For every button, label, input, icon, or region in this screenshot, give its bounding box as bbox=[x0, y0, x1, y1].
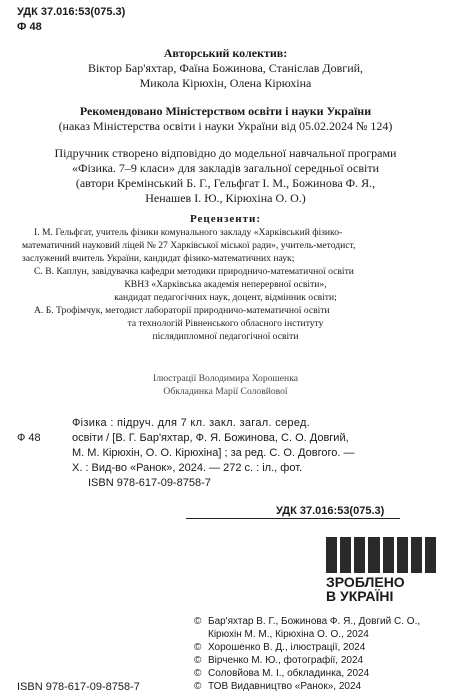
catalog-line: М. М. Кірюхін, О. О. Кірюхіна] ; за ред. С. О. Довгого. — bbox=[72, 447, 355, 459]
reviewer-line: І. М. Гельфгат, учитель фізики комунального закладу «Харківський фізико- bbox=[34, 227, 343, 238]
copyright-line: Соловйова М. І., обкладинка, 2024 bbox=[208, 668, 370, 679]
copyright-icon: © bbox=[194, 616, 202, 627]
catalog-isbn: ISBN 978-617-09-8758-7 bbox=[88, 477, 211, 489]
reviewer-line: та технологій Рівненського обласного інституту bbox=[127, 318, 324, 329]
catalog-line: освіти / [В. Г. Бар'яхтар, Ф. Я. Божинова, С. О. Довгий, bbox=[72, 432, 349, 444]
copyright-line: Кірюхін М. М., Кірюхіна О. О., 2024 bbox=[208, 629, 369, 640]
program-line: Ненашев І. Ю., Кірюхіна О. О.) bbox=[145, 191, 306, 205]
made-in-ukraine-logo bbox=[326, 575, 436, 603]
made-in-ukraine-logo-icon bbox=[326, 537, 436, 573]
copyright-line: Вірченко М. Ю., фотографії, 2024 bbox=[208, 655, 364, 666]
copyright-line: Бар'яхтар В. Г., Божинова Ф. Я., Довгий С. О., bbox=[208, 616, 421, 627]
logo-line: В УКРАЇНІ bbox=[326, 588, 394, 604]
divider bbox=[186, 518, 400, 519]
authors-line: Віктор Бар'яхтар, Фаїна Божинова, Станіслав Довгий, bbox=[87, 61, 364, 75]
program-line: «Фізика. 7–9 класи» для закладів загальної середньої освіти bbox=[71, 161, 379, 175]
reviewer-line: С. В. Каплун, завідувачка кафедри методики природничо-математичної освіти bbox=[34, 266, 354, 277]
copyright-line: Хорошенко В. Д., ілюстрації, 2024 bbox=[208, 642, 366, 653]
copyright-icon: © bbox=[194, 642, 202, 653]
authors-line: Микола Кірюхін, Олена Кірюхіна bbox=[139, 76, 312, 90]
copyright-line: ТОВ Видавництво «Ранок», 2024 bbox=[208, 681, 362, 692]
copyright-icon: © bbox=[194, 668, 202, 679]
isbn-bottom: ISBN 978-617-09-8758-7 bbox=[17, 681, 140, 693]
reviewers-heading: Рецензенти: bbox=[189, 213, 262, 225]
authors-heading: Авторський колектив: bbox=[163, 46, 288, 60]
catalog-line: Х. : Вид-во «Ранок», 2024. — 272 с. : іл., фот. bbox=[72, 462, 303, 474]
recommendation-line: Рекомендовано Міністерством освіти і науки України bbox=[79, 104, 372, 118]
reviewer-line: А. Б. Трофімчук, методист лабораторії природничо-математичної освіти bbox=[34, 305, 330, 316]
credits-illustrations: Ілюстрації Володимира Хорошенка bbox=[153, 373, 298, 384]
recommendation-line: (наказ Міністерства освіти і науки України від 05.02.2024 № 124) bbox=[58, 119, 393, 133]
udk-top: УДК 37.016:53(075.3) bbox=[17, 6, 126, 18]
copyright-icon: © bbox=[194, 655, 202, 666]
index-top: Ф 48 bbox=[17, 21, 42, 33]
logo-line: ЗРОБЛЕНО bbox=[326, 574, 405, 590]
copyright-icon: © bbox=[194, 681, 202, 692]
reviewer-line: КВНЗ «Харківська академія неперервної освіти», bbox=[124, 279, 327, 290]
catalog-udk: УДК 37.016:53(075.3) bbox=[276, 505, 385, 517]
reviewer-line: післядипломної педагогічної освіти bbox=[152, 331, 299, 342]
credits-cover: Обкладинка Марії Соловйової bbox=[163, 386, 288, 397]
program-line: (автори Кремінський Б. Г., Гельфгат І. М., Божинова Ф. Я., bbox=[75, 176, 376, 190]
catalog-line: Фізика : підруч. для 7 кл. закл. загал. серед. bbox=[72, 417, 311, 429]
program-line: Підручник створено відповідно до модельної навчальної програми bbox=[54, 146, 397, 160]
reviewer-line: математичний науковий ліцей № 27 Харківської міської ради», учитель-методист, bbox=[22, 240, 356, 251]
catalog-index: Ф 48 bbox=[17, 432, 41, 444]
reviewer-line: кандидат педагогічних наук, доцент, відмінник освіти; bbox=[114, 292, 337, 303]
reviewer-line: заслужений вчитель України, кандидат фізико-математичних наук; bbox=[22, 253, 295, 264]
